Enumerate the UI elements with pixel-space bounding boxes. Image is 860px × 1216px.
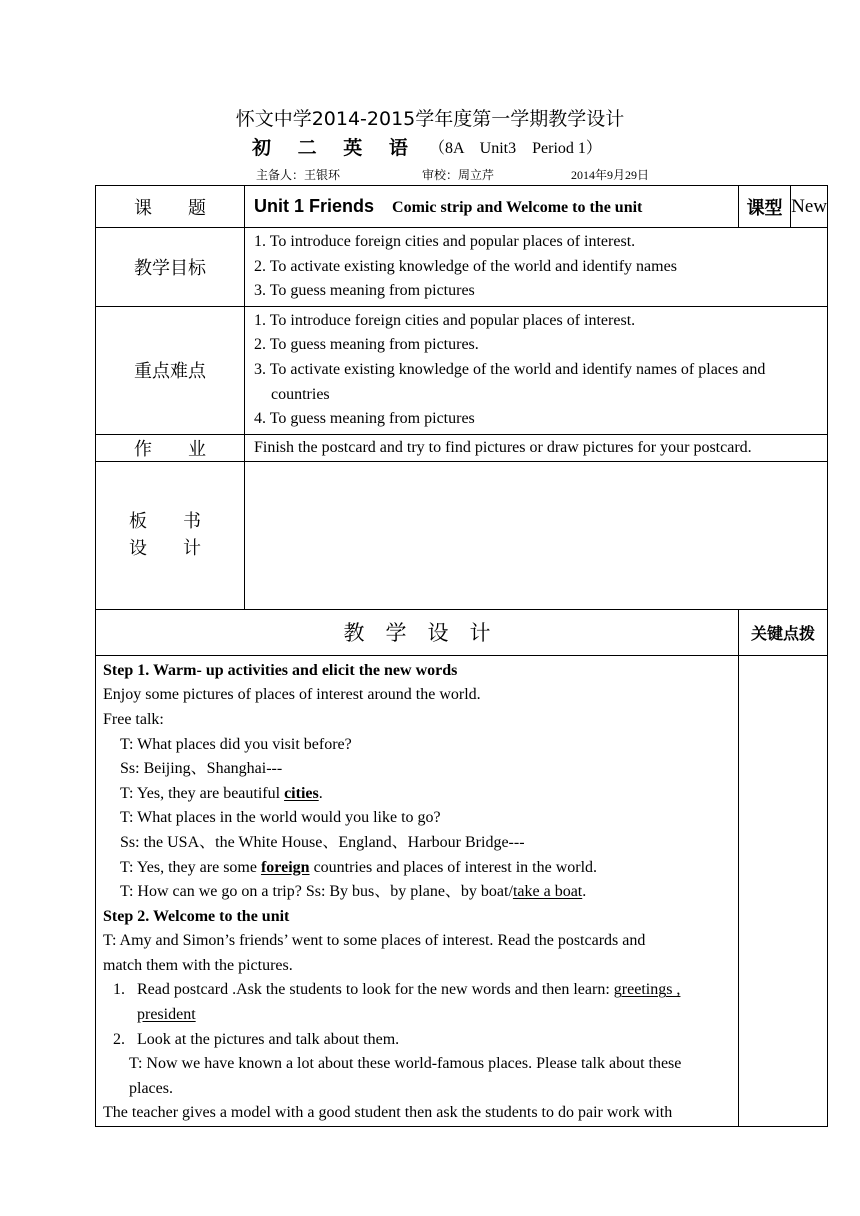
lesson-info: （8A Unit3 Period 1）	[429, 140, 602, 157]
keypoints-list	[245, 306, 828, 434]
keypoint-item: 3. To activate existing knowledge of the world and identify names of places and	[254, 360, 766, 378]
step2-item-2-dialogue: places.	[129, 1079, 173, 1097]
board-design-label	[96, 461, 245, 609]
step2-item-2: 2. Look at the pictures and talk about them.	[113, 1030, 400, 1048]
dialogue-line: T: What places in the world would you like to go?	[120, 809, 441, 827]
design-content	[96, 655, 739, 1126]
step1-intro: Enjoy some pictures of places of interest around the world.	[103, 686, 481, 704]
objective-item: 1. To introduce foreign cities and popular places of interest.	[254, 233, 636, 250]
vocab-foreign: foreign	[260, 858, 310, 876]
dialogue-line: Ss: Beijing、Shanghai---	[120, 760, 283, 778]
key-points-content	[739, 655, 828, 1126]
dialogue-line: T: How can we go on a trip? Ss: By bus、by plane、by boat/take a boat.	[120, 883, 587, 901]
dialogue-line: Ss: the USA、the White House、England、Harbour Bridge---	[120, 833, 525, 851]
vocab-cities: cities	[284, 784, 319, 802]
type-value: New	[791, 195, 828, 217]
date: 2014年9月29日	[571, 168, 650, 182]
keypoint-item-continued: countries	[271, 385, 330, 403]
topic-row	[96, 186, 828, 228]
dialogue-line: T: Yes, they are beautiful cities.	[120, 784, 323, 802]
step2-item-1-cont	[103, 1003, 732, 1028]
vocab-greetings: greetings ,	[613, 981, 681, 999]
topic-subtitle: Comic strip and Welcome to the unit	[392, 199, 643, 216]
vocab-take-a-boat: take a boat	[512, 883, 583, 901]
topic-cell	[245, 186, 739, 228]
board-design-content	[245, 461, 828, 609]
design-heading: 教 学 设 计	[96, 609, 739, 655]
keypoint-item: 2. To guess meaning from pictures.	[254, 336, 479, 354]
design-heading-row	[96, 609, 828, 655]
board-design-row	[96, 461, 828, 609]
step2-last-line: The teacher gives a model with a good student then ask the students to do pair work with	[103, 1104, 673, 1122]
subject-title: 初 二 英 语	[252, 137, 418, 159]
keypoints-label: 重点难点	[96, 306, 245, 434]
keypoint-item: 1. To introduce foreign cities and popular places of interest.	[254, 311, 636, 329]
objectives-row	[96, 228, 828, 307]
preparer: 主备人：王银环	[256, 168, 341, 182]
lesson-plan-table	[95, 185, 828, 1127]
step2-item-2-dialogue: T: Now we have known a lot about these world-famous places. Please talk about these	[129, 1055, 682, 1073]
reviewer: 审校：周立芹	[422, 168, 495, 182]
objective-item: 3. To guess meaning from pictures	[254, 282, 475, 300]
topic-unit: Unit 1 Friends	[254, 196, 375, 216]
step2-item-1: 1. Read postcard .Ask the students to look for the new words and then learn: greetings ,	[113, 981, 681, 999]
topic-label: 课 题	[96, 186, 245, 228]
document-title: 怀文中学2014-2015学年度第一学期教学设计	[235, 108, 625, 130]
homework-text: Finish the postcard and try to find pictures or draw pictures for your postcard.	[245, 434, 828, 461]
vocab-president: president	[137, 1006, 196, 1024]
keypoint-item: 4. To guess meaning from pictures	[254, 410, 475, 428]
board-label-line2: 设 计	[129, 538, 201, 560]
objective-item: 2. To activate existing knowledge of the world and identify names	[254, 257, 677, 275]
type-cell	[739, 186, 828, 228]
step2-line: T: Amy and Simon’s friends’ went to some places of interest. Read the postcards and	[103, 932, 646, 950]
objectives-list	[245, 228, 828, 307]
homework-row	[96, 434, 828, 461]
keypoints-row	[96, 306, 828, 434]
step2-line: match them with the pictures.	[103, 956, 293, 974]
type-label: 课型	[739, 186, 791, 227]
step2-title: Step 2. Welcome to the unit	[103, 907, 290, 925]
step1-title: Step 1. Warm- up activities and elicit the new words	[103, 661, 458, 679]
design-content-row	[96, 655, 828, 1126]
homework-label: 作 业	[96, 434, 245, 461]
key-points-label: 关键点拨	[739, 609, 828, 655]
dialogue-line: T: What places did you visit before?	[120, 735, 352, 753]
dialogue-line: T: Yes, they are some foreign countries and places of interest in the world.	[120, 858, 598, 876]
board-label-line1: 板 书	[129, 511, 201, 533]
free-talk-label: Free talk:	[103, 710, 164, 728]
objectives-label: 教学目标	[96, 228, 245, 307]
